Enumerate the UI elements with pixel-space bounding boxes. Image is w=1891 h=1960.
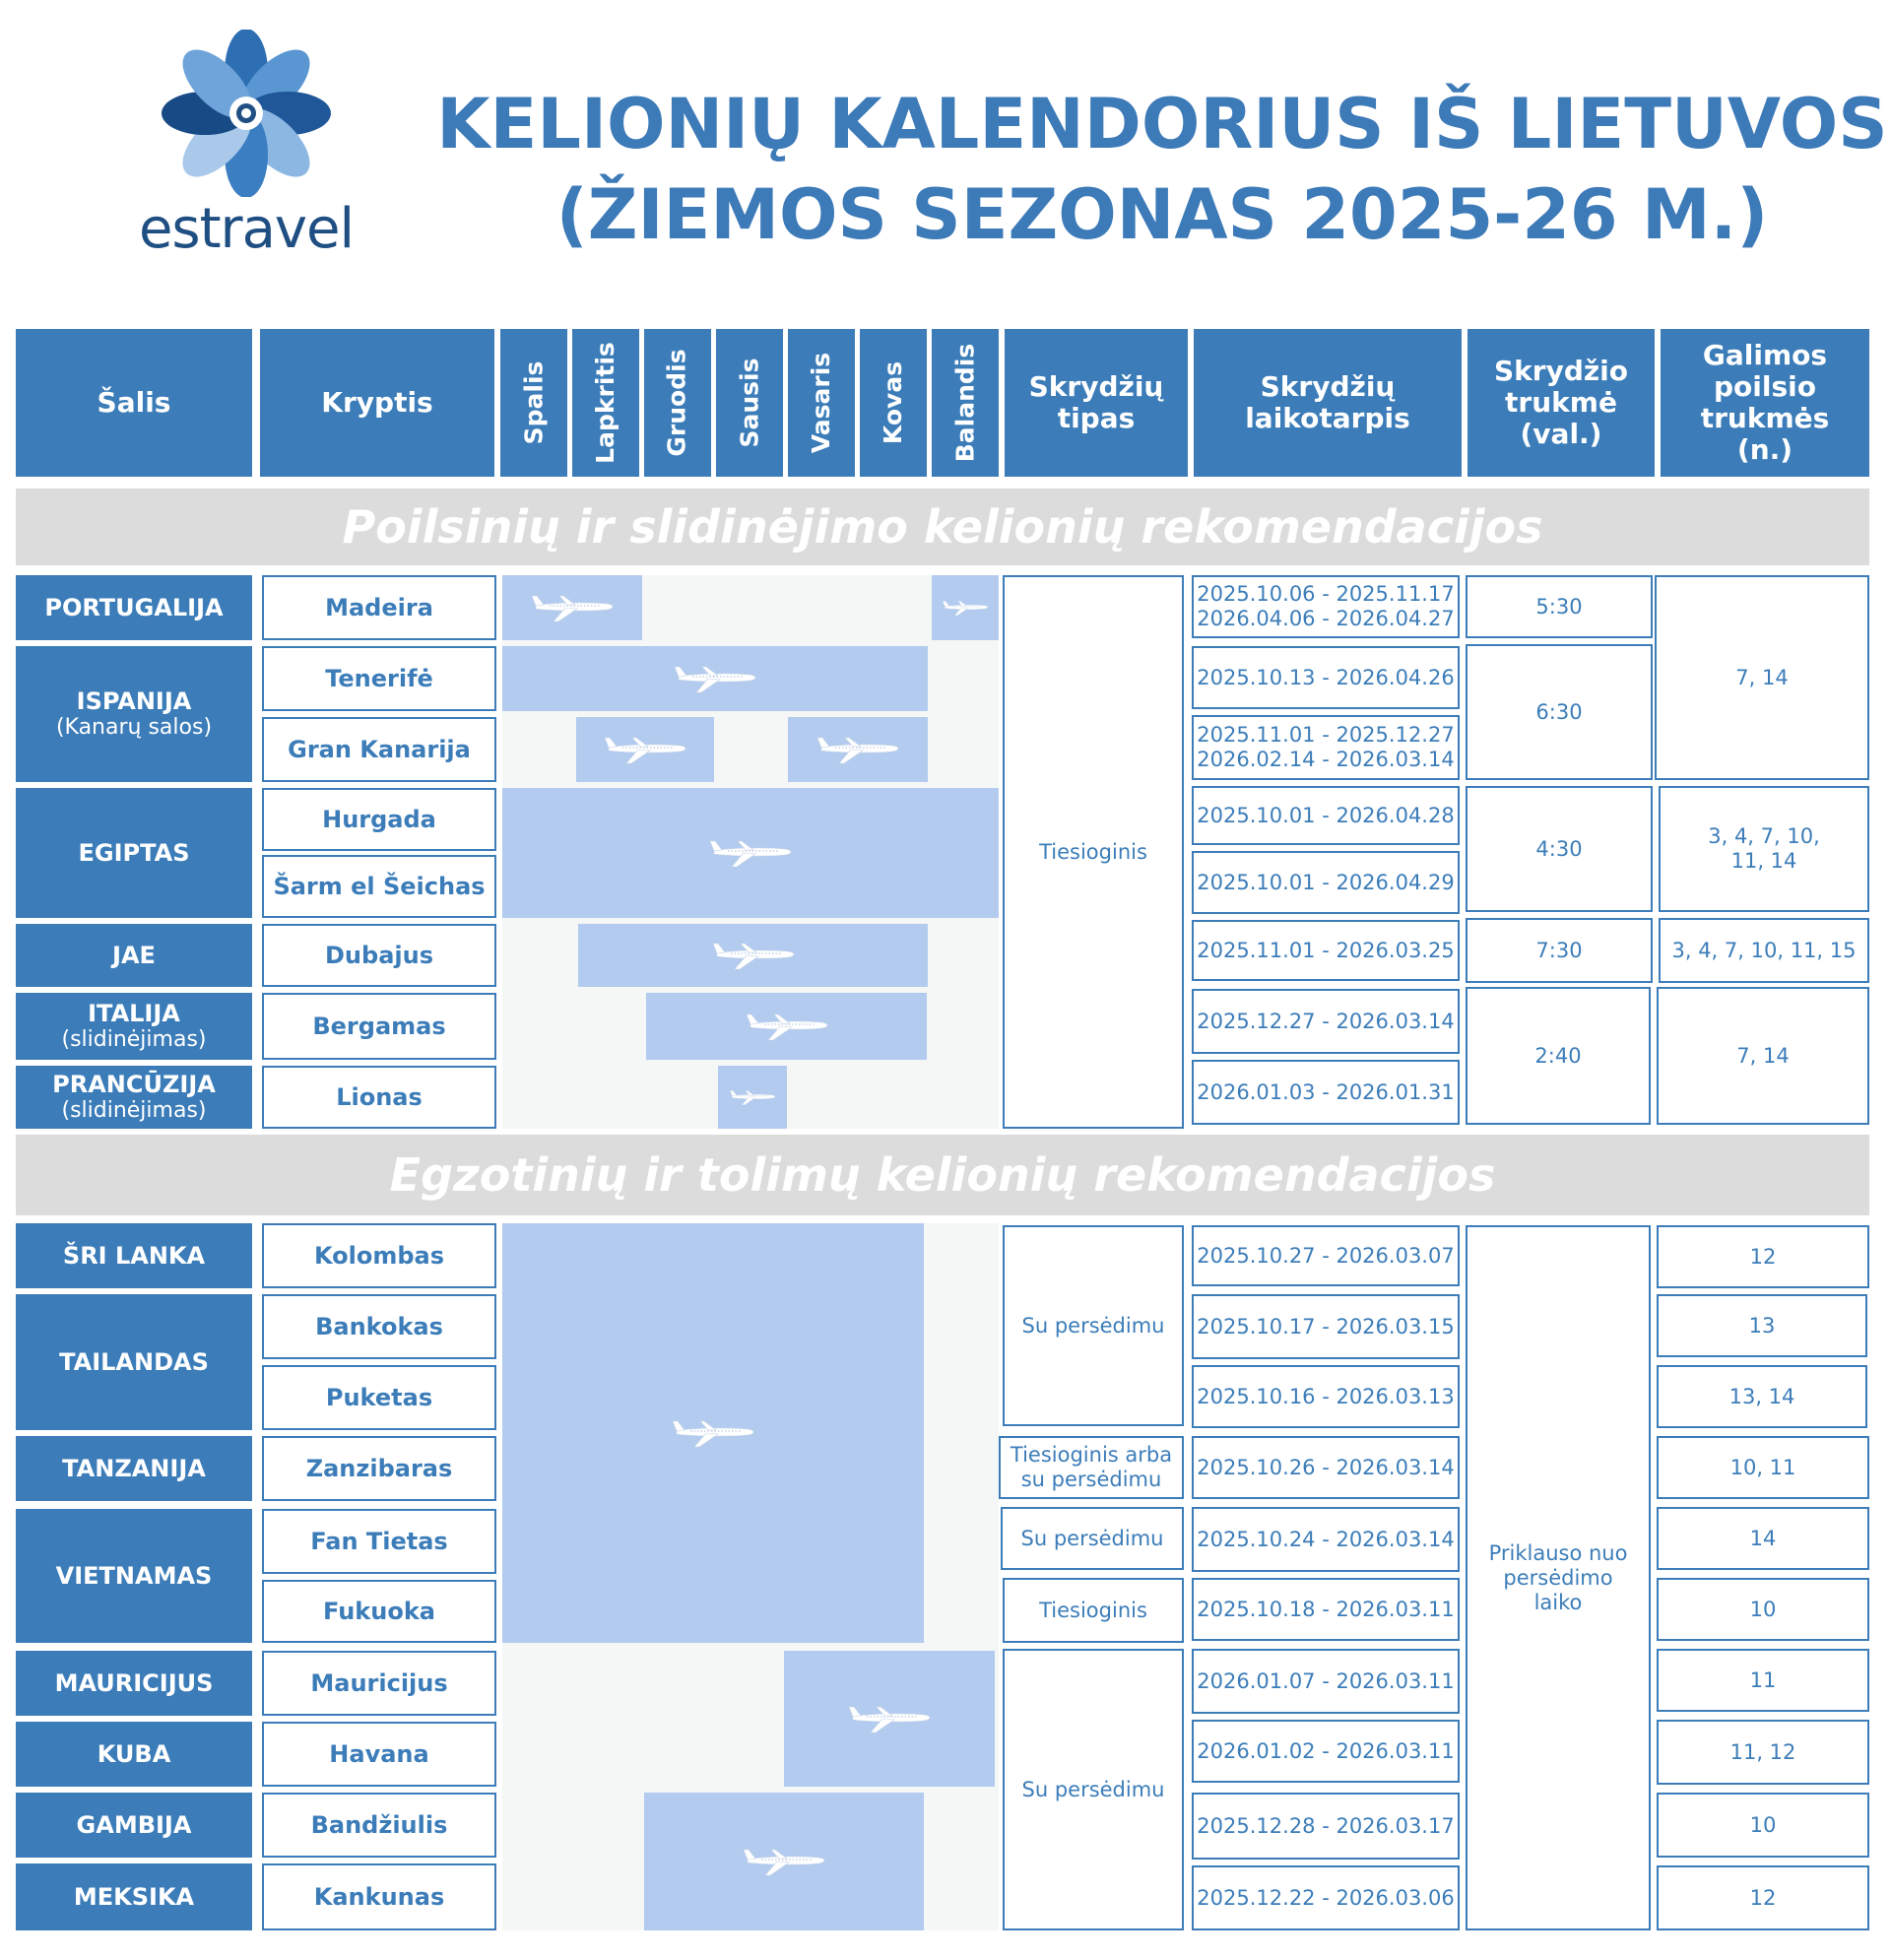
stay-length-cell: 13 [1657, 1294, 1867, 1357]
flight-season-bar [784, 1651, 995, 1787]
flight-season-bar [718, 1066, 787, 1129]
header-destination: Kryptis [260, 329, 494, 477]
destination-cell: Tenerifė [262, 646, 496, 711]
header-month [788, 329, 855, 477]
country-cell [16, 788, 252, 918]
title-line-2: (ŽIEMOS SEZONAS 2025-26 M.) [555, 174, 1769, 255]
month-label: Spalis [519, 360, 549, 445]
flight-duration-cell: 2:40 [1466, 987, 1651, 1125]
country-cell [16, 1066, 252, 1129]
flight-type-cell: Tiesioginis [1003, 1578, 1184, 1643]
header-month [500, 329, 567, 477]
destination-cell: Fan Tietas [262, 1509, 496, 1574]
header-month [716, 329, 783, 477]
country-cell [16, 924, 252, 987]
header-flight-type: Skrydžių tipas [1005, 329, 1188, 477]
month-label: Kovas [879, 360, 907, 445]
country-name: ŠRI LANKA [62, 1242, 206, 1270]
country-name: MAURICIJUS [54, 1669, 214, 1697]
country-cell [16, 1436, 252, 1501]
destination-cell: Mauricijus [262, 1651, 496, 1716]
destination-cell: Havana [262, 1722, 496, 1787]
destination-cell: Madeira [262, 575, 496, 640]
destination-cell: Bergamas [262, 993, 496, 1060]
flight-period-cell: 2025.10.18 - 2026.03.11 [1192, 1578, 1460, 1641]
destination-cell: Fukuoka [262, 1580, 496, 1643]
section-exotic: Egzotinių ir tolimų kelionių rekomendacijos [16, 1135, 1869, 1215]
destination-cell: Puketas [262, 1365, 496, 1430]
destination-cell: Lionas [262, 1066, 496, 1129]
flight-period-cell: 2025.10.06 - 2025.11.17 2026.04.06 - 2026.04.27 [1192, 575, 1460, 638]
header-month [932, 329, 999, 477]
airplane-icon [528, 588, 617, 627]
flight-period-cell: 2025.10.17 - 2026.03.15 [1192, 1294, 1460, 1359]
header-stay-length: Galimos poilsio trukmės (n.) [1661, 329, 1869, 477]
month-label: Gruodis [663, 349, 692, 457]
flight-period-cell: 2025.10.01 - 2026.04.29 [1192, 851, 1460, 914]
flight-type-cell: Su persėdimu [1003, 1649, 1184, 1930]
flight-season-bar [502, 646, 928, 711]
section-leisure: Poilsinių ir slidinėjimo kelionių rekomendacijos [16, 489, 1869, 565]
flight-duration-cell: 4:30 [1466, 786, 1653, 912]
flight-duration-cell: 5:30 [1466, 575, 1653, 638]
flight-period-cell: 2025.10.24 - 2026.03.14 [1192, 1507, 1460, 1572]
destination-cell: Bandžiulis [262, 1793, 496, 1858]
header-flight-duration: Skrydžio trukmė (val.) [1467, 329, 1655, 477]
country-cell [16, 1223, 252, 1288]
airplane-icon [671, 659, 759, 698]
airplane-icon [743, 1007, 831, 1046]
country-cell [16, 1793, 252, 1858]
flight-type-cell: Su persėdimu [1001, 1507, 1184, 1570]
airplane-icon [601, 730, 689, 769]
flight-season-bar [502, 1223, 924, 1643]
flight-period-cell: 2026.01.02 - 2026.03.11 [1192, 1720, 1460, 1783]
page-title [414, 79, 1891, 260]
title-line-1: KELIONIŲ KALENDORIUS IŠ LIETUVOS [436, 84, 1888, 164]
flight-season-bar [502, 788, 999, 918]
flight-duration-cell: Priklauso nuo persėdimo laiko [1466, 1225, 1651, 1930]
country-cell [16, 1722, 252, 1787]
flight-season-bar [644, 1793, 924, 1930]
destination-cell: Gran Kanarija [262, 717, 496, 782]
country-name: PORTUGALIJA [44, 594, 224, 621]
country-cell [16, 1651, 252, 1716]
flight-period-cell: 2026.01.07 - 2026.03.11 [1192, 1649, 1460, 1714]
flight-period-cell: 2025.10.26 - 2026.03.14 [1192, 1436, 1460, 1499]
airplane-icon [740, 1842, 828, 1881]
airplane-icon [814, 730, 902, 769]
country-cell [16, 1863, 252, 1930]
month-label: Sausis [735, 358, 764, 448]
stay-length-cell: 14 [1657, 1507, 1869, 1570]
header-month [572, 329, 639, 477]
flight-season-bar [576, 717, 714, 782]
flight-period-cell: 2025.12.22 - 2026.03.06 [1192, 1865, 1460, 1930]
destination-cell: Kankunas [262, 1863, 496, 1930]
brand-name: estravel [138, 197, 355, 261]
flight-period-cell: 2025.10.01 - 2026.04.28 [1192, 786, 1460, 845]
flight-period-cell: 2025.10.27 - 2026.03.07 [1192, 1225, 1460, 1286]
destination-cell: Hurgada [262, 788, 496, 851]
country-cell [16, 993, 252, 1060]
country-subtitle: (slidinėjimas) [61, 1027, 207, 1052]
header-month [644, 329, 711, 477]
country-name: GAMBIJA [76, 1811, 192, 1839]
destination-cell: Dubajus [262, 924, 496, 987]
country-name: ISPANIJA [76, 687, 192, 715]
destination-cell: Kolombas [262, 1223, 496, 1288]
country-cell [16, 646, 252, 782]
stay-length-cell: 10 [1657, 1578, 1869, 1641]
country-cell [16, 575, 252, 640]
flight-period-cell: 2025.12.28 - 2026.03.17 [1192, 1793, 1460, 1860]
flight-period-cell: 2025.10.16 - 2026.03.13 [1192, 1365, 1460, 1428]
flight-season-bar [578, 924, 928, 987]
country-name: ITALIJA [88, 1000, 180, 1027]
stay-length-cell: 13, 14 [1657, 1365, 1867, 1428]
stay-length-cell: 3, 4, 7, 10, 11, 15 [1659, 918, 1869, 983]
flower-logo-icon [153, 30, 340, 197]
stay-length-cell: 3, 4, 7, 10, 11, 14 [1659, 786, 1869, 912]
month-label: Balandis [950, 343, 980, 463]
flight-season-bar [646, 993, 927, 1060]
stay-length-cell: 7, 14 [1657, 987, 1869, 1125]
month-label: Vasaris [807, 352, 836, 454]
flight-season-bar [502, 575, 642, 640]
country-name: EGIPTAS [78, 839, 190, 867]
estravel-logo [128, 30, 364, 266]
airplane-icon [728, 1078, 777, 1117]
stay-length-cell: 12 [1657, 1225, 1869, 1288]
airplane-icon [706, 833, 795, 873]
airplane-icon [709, 936, 798, 975]
header-month [860, 329, 927, 477]
stay-length-cell: 11 [1657, 1649, 1869, 1712]
destination-cell: Bankokas [262, 1294, 496, 1359]
flight-season-bar [788, 717, 928, 782]
flight-type-cell: Tiesioginis [1003, 575, 1184, 1129]
flight-period-cell: 2025.10.13 - 2026.04.26 [1192, 646, 1460, 709]
airplane-icon [669, 1413, 757, 1453]
country-name: TAILANDAS [59, 1348, 209, 1376]
header-country: Šalis [16, 329, 252, 477]
stay-length-cell: 7, 14 [1655, 575, 1869, 780]
country-subtitle: (Kanarų salos) [55, 715, 213, 740]
flight-duration-cell: 7:30 [1466, 918, 1653, 983]
destination-cell: Zanzibaras [262, 1436, 496, 1501]
header-flight-period: Skrydžių laikotarpis [1194, 329, 1462, 477]
country-cell [16, 1294, 252, 1430]
flight-period-cell: 2025.11.01 - 2025.12.27 2026.02.14 - 2026.03.14 [1192, 715, 1460, 780]
flight-period-cell: 2025.12.27 - 2026.03.14 [1192, 989, 1460, 1054]
month-label: Lapkritis [591, 342, 619, 464]
country-cell [16, 1509, 252, 1643]
country-name: TANZANIJA [62, 1455, 206, 1482]
country-name: JAE [112, 942, 156, 969]
stay-length-cell: 10 [1657, 1793, 1869, 1858]
stay-length-cell: 10, 11 [1657, 1436, 1869, 1499]
destination-cell: Šarm el Šeichas [262, 855, 496, 918]
country-name: PRANCŪZIJA [52, 1071, 216, 1098]
flight-duration-cell: 6:30 [1466, 644, 1653, 780]
airplane-icon [845, 1699, 934, 1738]
flight-type-cell: Su persėdimu [1003, 1225, 1184, 1426]
stay-length-cell: 11, 12 [1657, 1720, 1869, 1785]
country-name: MEKSIKA [73, 1883, 195, 1911]
airplane-icon [941, 588, 990, 627]
country-name: VIETNAMAS [55, 1562, 213, 1590]
stay-length-cell: 12 [1657, 1865, 1869, 1930]
country-subtitle: (slidinėjimas) [61, 1098, 207, 1123]
flight-type-cell: Tiesioginis arba su persėdimu [999, 1436, 1184, 1499]
flight-season-bar [932, 575, 999, 640]
country-name: KUBA [97, 1740, 171, 1768]
flight-period-cell: 2026.01.03 - 2026.01.31 [1192, 1060, 1460, 1125]
flight-period-cell: 2025.11.01 - 2026.03.25 [1192, 920, 1460, 981]
